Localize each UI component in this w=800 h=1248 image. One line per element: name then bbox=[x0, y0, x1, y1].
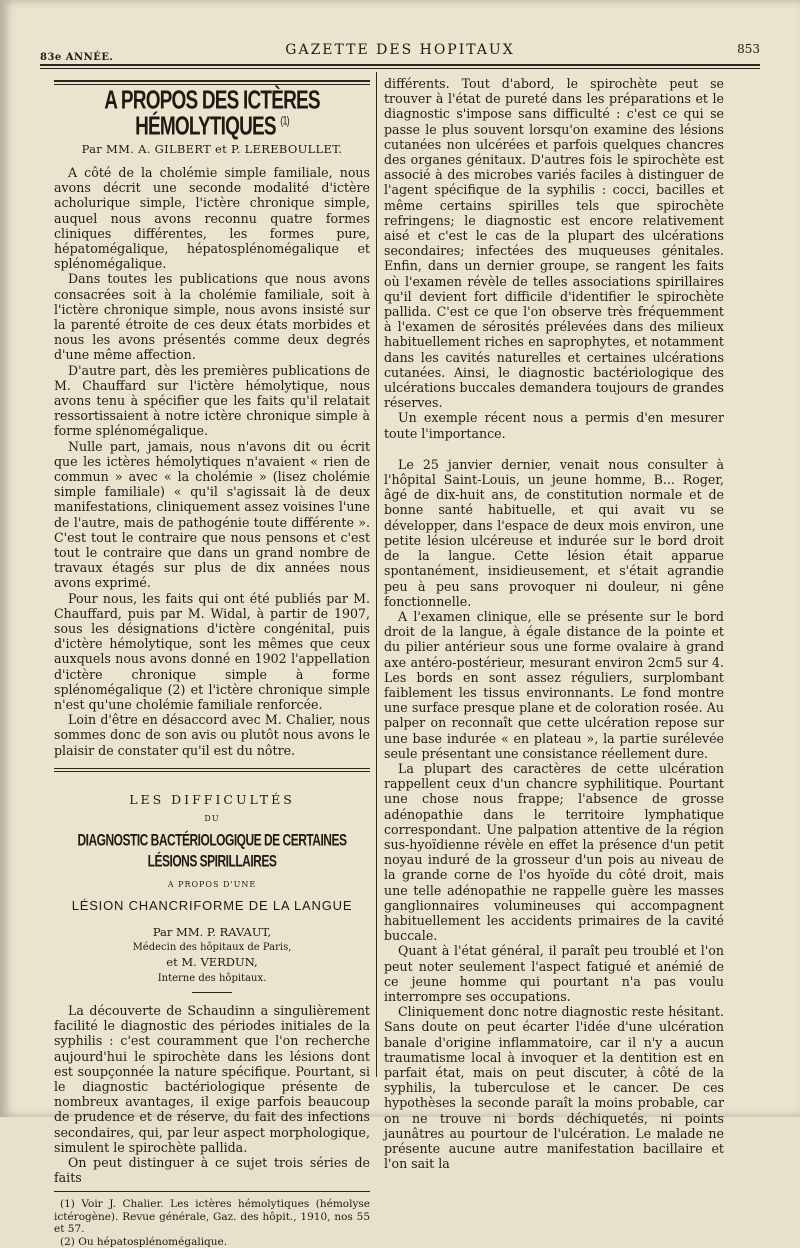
footnotes bbox=[54, 1191, 370, 1248]
article2-du: DU bbox=[204, 814, 220, 824]
article2-kicker: LES DIFFICULTÉS bbox=[129, 791, 295, 807]
article1-paragraph: Loin d'être en désaccord avec M. Chalier, nous sommes donc de son avis ou plutôt nous avons le plaisir de constater qu'il est du nôtre. bbox=[54, 712, 370, 758]
volume-label: 83e ANNÉE. bbox=[40, 52, 114, 63]
article1-paragraph: D'autre part, dès les premières publications de M. Chauffard sur l'ictère hémolytique, nous avons tenu à spécifier que les faits qu'il relatait ressortissaient à notre ictère chronique simple à forme splénomégalique. bbox=[54, 362, 370, 439]
article1-paragraph: Nulle part, jamais, nous n'avons dit ou écrit que les ictères hémolytiques n'avaient « rien de commun » avec « la cholémie » (lisez cholémie simple familiale) « qu'il s'agissait là de deux manifestations, cliniquement assez voisines l'une de l'autre, mais de pathogénie toute différente ». C'est tout le contraire que nous pensons et c'est tout le contraire que dans un grand nombre de travaux étagés sur plus de dix années nous avons exprimé. bbox=[54, 438, 370, 591]
article2-paragraph: différents. Tout d'abord, le spirochète peut se trouver à l'état de pureté dans les préparations et le diagnostic s'impose sans difficulté : c'est ce qui se passe le plus souvent lorsqu'on examine des lésions cutanées non ulcérées et parfois quelques chancres des organes génitaux. D'autres fois le spirochète est associé à des microbes variés faciles à distinguer de l'agent spécifique de la syphilis : cocci, bacilles et même certains spirilles tels que spirochète refringens; le diagnostic est encore relativement aisé et c'est le cas de la plupart des ulcérations secondaires; infectées des muqueuses génitales. Enfin, dans un dernier groupe, se rangent les faits où l'examen révèle de telles associations spirillaires qu'il devient fort difficile d'identifier le spirochète pallida. C'est ce que l'on observe très fréquemment à l'examen de sérosités prélevées dans des milieux habituellement riches en saprophytes, et notamment dans les cavités naturelles et certaines ulcérations cutanées. Ainsi, le diagnostic bactériologique des ulcérations buccales demandera toujours de grandes réserves. bbox=[384, 76, 724, 411]
article2-paragraph: On peut distinguer à ce sujet trois séries de faits bbox=[54, 1154, 370, 1186]
article1-title-footnote-ref: (1) bbox=[280, 114, 289, 128]
author-ravaut-role: Médecin des hôpitaux de Paris, bbox=[132, 942, 292, 954]
article2-paragraph: Le 25 janvier dernier, venait nous consulter à l'hôpital Saint-Louis, un jeune homme, B... Roger, âgé de dix-huit ans, de constitution normale et de bonne santé habituelle, et qui avait vu se développer, dans l'espace de deux mois environ, une petite lésion ulcéreuse et indurée sur le bord droit de la langue. Cette lésion était apparue spontanément, insidieusement, et s'était agrandie peu à peu sans provoquer ni douleur, ni gêne fonctionnelle. bbox=[384, 456, 724, 609]
article1-top-rule bbox=[54, 80, 370, 85]
article1-paragraph: Dans toutes les publications que nous avons consacrées soit à la cholémie familiale, soit à l'ictère chronique simple, nous avons insisté sur la parenté étroite de ces deux états morbides et nous les avons présentés comme deux degrés d'une même affection. bbox=[54, 271, 370, 363]
article2-paragraph: A l'examen clinique, elle se présente sur le bord droit de la langue, à égale distance de la pointe et du pilier antérieur sous une forme ovalaire à grand axe antéro-postérieur, mesurant environ 2cm5 sur 4. Les bords en sont assez réguliers, surplombant faiblement les tissus environnants. Le fond montre une surface presque plane et de coloration rosée. Au palper on reconnaît que cette ulcération repose sur une base indurée « en plateau », la partie surélevée seule présentant une consistance réellement dure. bbox=[384, 608, 724, 761]
article2-title: DIAGNOSTIC BACTÉRIOLOGIQUE DE CERTAINES LÉSIONS SPIRILLAIRES bbox=[77, 830, 347, 872]
column-divider bbox=[376, 72, 377, 1077]
article2-a-propos: A PROPOS D'UNE bbox=[167, 879, 257, 889]
article1-title bbox=[54, 86, 370, 142]
article1-paragraph: A côté de la cholémie simple familiale, nous avons décrit une seconde modalité d'ictère acholurique simple, l'ictère chronique simple, auquel nous avons reconnu quatre formes cliniques différentes, les formes pure, hépatomégalique, hépatosplénomégalique et splénomégalique. bbox=[54, 164, 370, 272]
page-number: 853 bbox=[737, 42, 760, 56]
article1-title-text: A PROPOS DES ICTÈRES HÉMOLYTIQUES bbox=[104, 86, 320, 142]
footnote-1: (1) Voir J. Chalier. Les ictères hémolytiques (hémolyse ictérogène). Revue générale, Gaz. des hôpit., 1910, nos 55 et 57. bbox=[54, 1198, 370, 1236]
left-column bbox=[54, 76, 370, 1248]
author-ravaut: Par MM. P. RAVAUT, bbox=[152, 925, 272, 940]
journal-title: GAZETTE DES HOPITAUX bbox=[285, 42, 515, 58]
author-verdun-role: Interne des hôpitaux. bbox=[157, 972, 267, 984]
article2-subtitle: LÉSION CHANCRIFORME DE LA LANGUE bbox=[71, 897, 353, 913]
paragraph-gap bbox=[384, 441, 724, 457]
header-rule bbox=[40, 64, 760, 69]
running-head bbox=[40, 40, 760, 66]
right-column bbox=[384, 76, 724, 1172]
footnote-2: (2) Ou hépatosplénomégalique. bbox=[60, 1235, 228, 1248]
article2-paragraph: Un exemple récent nous a permis d'en mesurer toute l'importance. bbox=[384, 410, 724, 441]
article1-paragraph: Pour nous, les faits qui ont été publiés par M. Chauffard, puis par M. Widal, à partir de 1907, sous les désignations d'ictère congénital, puis d'ictère hémolytique, sont les mêmes que ceux auxquels nous avons donné en 1902 l'appellation d'ictère chronique simple à forme splénomégalique (2) et l'ictère chronique simple n'est qu'une cholémie familiale renforcée. bbox=[54, 590, 370, 713]
section-separator bbox=[54, 768, 370, 772]
byline-rule bbox=[192, 992, 232, 993]
article2-paragraph: La découverte de Schaudinn a singulièrement facilité le diagnostic des périodes initiales de la syphilis : c'est couramment que l'on recherche aujourd'hui le spirochète dans les lésions dont est soupçonnée la nature spécifique. Pourtant, si le diagnostic bactériologique présente de nombreux avantages, il exige parfois beaucoup de prudence et de réserve, du fait des infections secondaires, qui, par leur aspect morphologique, simulent le spirochète pallida. bbox=[54, 1002, 370, 1155]
article1-authors: Par MM. A. GILBERT et P. LEREBOULLET. bbox=[81, 141, 343, 156]
article2-paragraph: Quant à l'état général, il paraît peu troublé et l'on peut noter seulement l'aspect fatigué et anémié de ce jeune homme qui pourtant n'a pas voulu interrompre ses occupations. bbox=[384, 943, 724, 1004]
article2-paragraph: Cliniquement donc notre diagnostic reste hésitant. Sans doute on peut écarter l'idée d'une ulcération banale d'origine inflammatoire, car il n'y a aucun traumatisme local à invoquer et la dentition est en parfait état, mais on peut discuter, à côté de la syphilis, la tuberculose et le cancer. De ces hypothèses la seconde paraît la moins probable, car on ne trouve ni bords déchiquetés, ni points jaunâtres au pourtour de l'ulcération. Le malade ne présente aucune autre manifestation bacillaire et l'on sait la bbox=[384, 1004, 724, 1172]
article2-paragraph: La plupart des caractères de cette ulcération rappellent ceux d'un chancre syphilitique. Pourtant une chose nous frappe; l'absence de grosse adénopathie dans le territoire lymphatique correspondant. Une palpation attentive de la région sus-hyoïdienne révèle en effet la présence d'un petit noyau induré de la grosseur d'un pois au niveau de la grande corne de l'os hyoïde du côté droit, mais une telle adénopathie ne rappelle guère les masses ganglionnaires volumineuses qui accompagnent habituellement les accidents primaires de la cavité buccale. bbox=[384, 760, 724, 944]
author-verdun: et M. VERDUN, bbox=[166, 955, 258, 970]
